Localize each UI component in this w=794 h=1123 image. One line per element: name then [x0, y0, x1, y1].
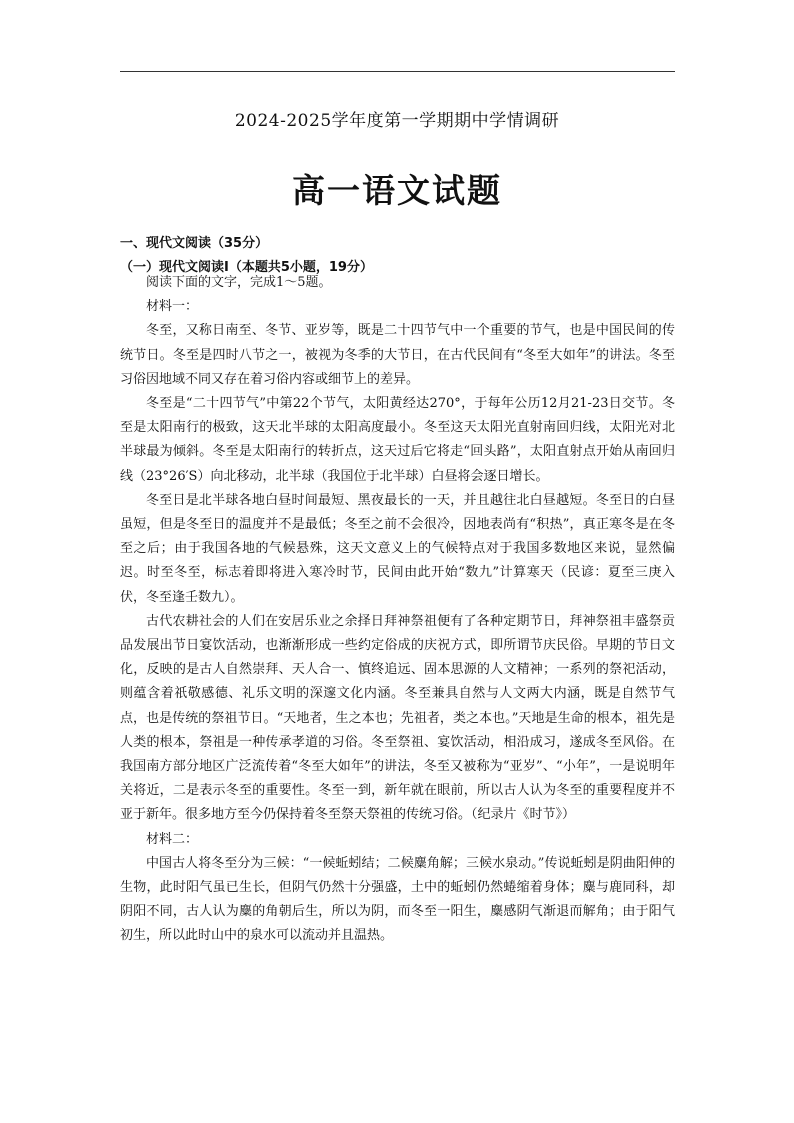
- reading-passage: [120, 271, 675, 949]
- material2-paragraph: 中国古人将冬至分为三候：“一候蚯蚓结；二候麋角解；三候水泉动。”传说蚯蚓是阴曲阳伸的生物，此时阳气虽已生长，但阴气仍然十分强盛，土中的蚯蚓仍然蜷缩着身体；麋与鹿同科，却阴阳不同，古人认为麋的角朝后生，所以为阴，而冬至一阳生，麋感阴气渐退而解角；由于阳气初生，所以此时山中的泉水可以流动并且温热。: [120, 855, 675, 944]
- header-rule: [120, 71, 675, 72]
- part1-sub-heading: （一）现代文阅读Ⅰ（本题共5小题，19分）: [120, 260, 373, 275]
- material1-paragraph: 古代农耕社会的人们在安居乐业之余择日拜神祭祖便有了各种定期节日，拜神祭祖丰盛祭贡品发展出节日宴饮活动，也渐渐形成一些约定俗成的庆祝方式，即所谓节庆民俗。早期的节日文化，反映的是古人自然崇拜、天人合一、慎终追远、固本思源的人文精神；一系列的祭祀活动，则蕴含着祇敬感德、礼乐文明的深邃文化内涵。冬至兼具自然与人文两大内涵，既是自然节气点，也是传统的祭祖节日。“天地者，生之本也；先祖者，类之本也。”天地是生命的根本，祖先是人类的根本，祭祖是一种传承孝道的习俗。冬至祭祖、宴饮活动，相沿成习，遂成冬至风俗。在我国南方部分地区广泛流传着“冬至大如年”的讲法，冬至又被称为“亚岁”、“小年”，一是说明年关将近，二是表示冬至的重要性。冬至一到，新年就在眼前，所以古人认为冬至的重要程度并不亚于新年。很多地方至今仍保持着冬至祭天祭祖的传统习俗。（纪录片《时节》）: [120, 613, 675, 823]
- material1-paragraph: 冬至，又称日南至、冬节、亚岁等，既是二十四节气中一个重要的节气，也是中国民间的传统节日。冬至是四时八节之一，被视为冬季的大节日，在古代民间有“冬至大如年”的讲法。冬至习俗因地域不同又存在着习俗内容或细节上的差异。: [120, 323, 675, 387]
- passage-instruction: 阅读下面的文字，完成1～5题。: [146, 275, 332, 290]
- exam-main-title: 高一语文试题: [292, 171, 502, 210]
- material1-paragraph: 冬至日是北半球各地白昼时间最短、黑夜最长的一天，并且越往北白昼越短。冬至日的白昼虽短，但是冬至日的温度并不是最低；冬至之前不会很冷，因地表尚有“积热”，真正寒冬是在冬至之后；由于我国各地的气候悬殊，这天文意义上的气候特点对于我国多数地区来说，显然偏迟。时至冬至，标志着即将进入寒冷时节，民间由此开始“数九”计算寒天（民谚：夏至三庚入伏，冬至逢壬数九）。: [120, 492, 675, 605]
- exam-term-title: 2024-2025学年度第一学期期中学情调研: [234, 111, 560, 131]
- material1-label: 材料一：: [146, 299, 199, 315]
- part1-heading: 一、现代文阅读（35分）: [120, 236, 269, 251]
- material2-label: 材料二：: [146, 831, 199, 847]
- material1-paragraph: 冬至是“二十四节气”中第22个节气，太阳黄经达270°，于每年公历12月21-23日交节。冬至是太阳南行的极致，这天北半球的太阳高度最小。冬至这天太阳光直射南回归线，太阳光对北半球最为倾斜。冬至是太阳南行的转折点，这天过后它将走“回头路”，太阳直射点开始从南回归线（23°26′S）向北移动，北半球（我国位于北半球）白昼将会逐日增长。: [120, 396, 675, 484]
